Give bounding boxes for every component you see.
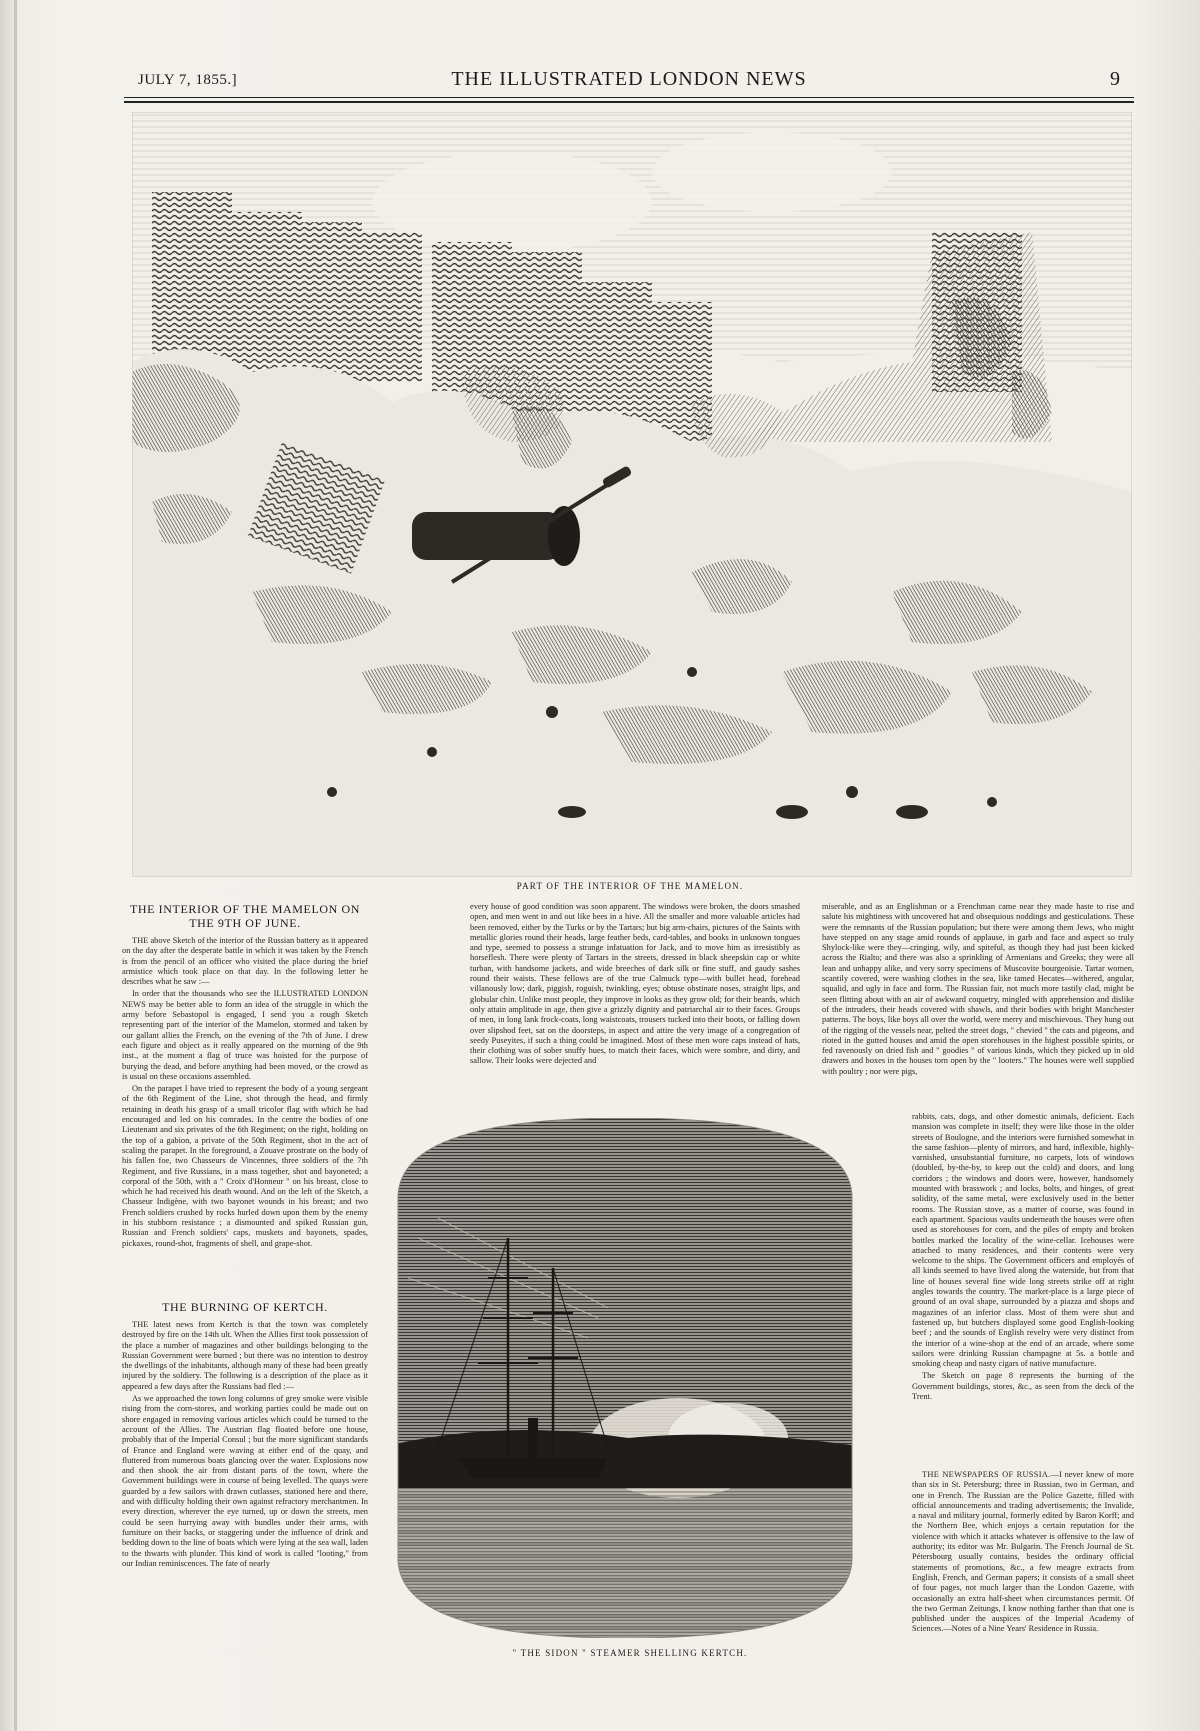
article-paragraph: On the parapet I have tried to represent the body of a young sergeant of the 6th Regiment of the Line, shot through the head, and firmly retaining in death his grasp of a small tricolor flag with which he had encouraged and led on his comrades. In the centre the bodies of one Lieutenant and six privates of the 6th Regiment; on the right, holding on the top of a gabion, a private of the 50th Regiment, shot in the act of scaling the parapet. In the foreground, a Zouave prostrate on the body of his fallen foe, two Chasseurs de Vincennes, three soldiers of the 7th Regiment, and five Russians, in a mass together, shot and bayoneted; a corporal of the 50th, with a " Croix d'Honneur " on his breast, close to which he had received his death wound. And on the left of the Sketch, a Chasseur Indigène, with two bayonet wounds in his breast; and two French soldiers crushed by rocks hurled down upon them by the enemy in his stubborn resistance ; a dismounted and spiked Russian gun, Russian and French soldiers' caps, muskets and bayonets, spades, pickaxes, round-shot, fragments of shell, and grape-shot. [122, 1084, 368, 1248]
newspaper-title: THE ILLUSTRATED LONDON NEWS [451, 68, 807, 90]
sidon-steamer-engraving [378, 1118, 872, 1638]
masthead [124, 66, 1134, 100]
mamelon-engraving-drawing [132, 112, 1132, 877]
article-paragraph: In order that the thousands who see the ILLUSTRATED LONDON NEWS may be better able to form an idea of the struggle in which the army before Sebastopol is engaged, I send you a rough Sketch representing part of the interior of the Mamelon, stormed and taken by our gallant allies the French, on the evening of the 7th of June. I drew each figure and object as it really appeared on the morning of the 9th inst., at the moment a flag of truce was hoisted for the purpose of burying the dead, and before anything had been moved, or the crowd as is usual on these occasions assembled. [122, 989, 368, 1081]
article-paragraph: The Sketch on page 8 represents the burning of the Government buildings, stores, &c., as seen from the deck of the Trent. [912, 1371, 1134, 1402]
article-paragraph: rabbits, cats, dogs, and other domestic animals, deficient. Each mansion was complete in itself; they were like those in the older streets of Boulogne, and the interiors were furnished somewhat in the same fashion—plenty of mirrors, and hard, inflexible, highly-varnished, unsubstantial furniture, no carpets, lots of windows (doubled, by-the-by, to keep out the cold) and doors, and long corridors ; the windows and doors were, however, handsomely mounted with brasswork ; and locks, bolts, and hinges, of great solidity, of the same metal, were exclusively used in the better rooms. The Russian stove, as a matter of course, was found in each apartment. Spacious vaults underneath the houses were often used as storehouses for corn, and the piles of empty and broken bottles marked the locality of the wine-cellar. Icehouses were attached to many residences, and their contents were very welcome to the ships. The Government officers and employés of all kinds seemed to have lived along the waterside, but from that line of houses several fine wide long streets strike off at right angles towards the country. The market-place is a large piece of ground of an oval shape, surrounded by a piazza and shops and magazines of an inferior class. Most of them were shut and fastened up, but butchers displayed some good English-looking beef ; and the sounds of English revelry were very distinct from the interior of a wine-shop at the end of an arcade, where some sailors were drinking Russian champagne at 5s. a bottle and smoking cheap and nasty cigars of native manufacture. [912, 1112, 1134, 1369]
masthead-rule [124, 97, 1134, 98]
column-3-newspapers [912, 1470, 1134, 1720]
page-spine [14, 0, 17, 1731]
page-number: 9 [1110, 68, 1120, 90]
article-paragraph: THE latest news from Kertch is that the town was completely destroyed by fire on the 14th ult. When the Allies first took possession of the place a number of magazines and other buildings belonging to the Russian Government were burned ; but there was no intention to destroy the dwellings of the inhabitants, although many of these had been greatly injured by the soldiery. The following is a description of the place as it appeared a few days after the Russians had fled :— [122, 1320, 368, 1391]
article-paragraph: every house of good condition was soon apparent. The windows were broken, the doors smashed open, and men went in and out like bees in a hive. All the smaller and more valuable articles had been removed, either by the Turks or by the Tartars; but big arm-chairs, pictures of the Saints with metallic glories round their heads, large feather beds, card-tables, and books in unknown tongues and type, seemed to possess a strange infatuation for Jack, and to move him as irresistibly as horseflesh. There were plenty of Tartars in the streets, dressed in black sheepskin cap or white turban, with handsome jackets, and wide breeches of dark silk or fine stuff, and gaudy sashes round their waists. These fellows are of the true Calmuck type—with bullet head, forehead villanously low; dark, piggish, roguish, twinkling, eyes; obtuse obstinate noses, straight lips, and globular chin. Unlike most people, they improve in looks as they grow old; for their beards, which only attain amplitude in age, then give a grizzly dignity and patriarchal air to their faces. Groups of men, in long lank frock-coats, long waistcoats, trousers tucked into their boots, or falling down over slipshod feet, sat on the doorsteps, in aspect and attire the very image of a congregation of seedy Puseyites, if such a thing could be imagined. Most of these men wore caps instead of hats, their clothing was of sober snuffy hues, to match their faces, which were sombre, and dirty, and sallow. Their looks were dejected and [470, 902, 800, 1066]
bottom-illustration-caption: " THE SIDON " STEAMER SHELLING KERTCH. [512, 1648, 748, 1658]
article-headline-mamelon: THE INTERIOR OF THE MAMELON ON THE 9TH OF JUNE. [129, 902, 361, 930]
column-2 [470, 902, 800, 1122]
sidon-steamer-drawing [378, 1118, 872, 1638]
masthead-rule-thick [124, 101, 1134, 103]
article-lead-newspapers: THE NEWSPAPERS OF RUSSIA. [922, 1470, 1051, 1479]
article-paragraph: As we approached the town long columns of grey smoke were visible rising from the corn-stores, and working parties could be made out on shore engaged in removing various articles which could be turned to the account of the Allies. The Austrian flag floated before one house, probably that of the Imperial Consul ; but the more significant standards of France and England were waving at either end of the quay, and fluttered from numerous boats glancing over the water. Explosions now and then shook the air from distant parts of the town, where the Government buildings were in course of being levelled. The quays were guarded by a few sailors with drawn cutlasses, stationed here and there, and with difficulty holding their own against refractory merchantmen. In every direction, wherever the eye turned, up or down the streets, men could be seen hurrying away with bundles under their arms, with furniture on their backs, or staggering under the influence of drink and bedding down to the line of boats which were lying at the sea wall, laden to the thwarts with plunder. This kind of work is called "looting," from our Indian reminiscences. The fate of nearly [122, 1394, 368, 1568]
column-3-wrap [912, 1112, 1134, 1432]
issue-date: JULY 7, 1855.] [138, 72, 238, 88]
article-headline-kertch: THE BURNING OF KERTCH. [162, 1300, 328, 1314]
article-body-newspapers: —I never knew of more than six in St. Petersburg; three in Russian, two in German, and one in French. The Russian are the Police Gazette, filled with official announcements and trading advertisements; the Invalide, a naval and military journal, formerly edited by Baron Korff; and the Northern Bee, which enjoys a certain reputation for the violence with which it attacks whatever is offensive to the law of authority; its editor was Mr. Bulgarin. The French Journal de St. Pétersbourg usually contains, besides the ordinary official statements of promotions, &c., a few meagre extracts from English, French, and German papers; it consists of a small sheet of four pages, not much larger than the London Gazette, with occasionally an extra half-sheet when circumstances permit. Of the two German Zeitungs, I know nothing farther than that one is published under the auspices of the Imperial Academy of Sciences.—Notes of a Nine Years' Residence in Russia. [912, 1470, 1134, 1634]
article-paragraph [912, 1470, 1134, 1635]
mamelon-engraving [132, 112, 1132, 877]
column-3 [822, 902, 1134, 1112]
column-1-lower [122, 1300, 368, 1700]
article-paragraph: miserable, and as an Englishman or a Frenchman came near they made haste to rise and salute his mightiness with uncovered hat and obsequious noddings and gesticulations. These were the remnants of the Russian population; but there were among them Jews, who might have stepped on any stage amid rounds of applause, in garb and face and aspect so truly Shylock-like were they—cringing, wily, and spiteful, as though they had just been kicked across the Rialto; and there was also a sprinkling of Armenians and Greeks; they were all lean and unhappy alike, and very sorry specimens of Muscovite bourgeoisie. Tartar women, scantily covered, were washing clothes in the sea, like tamed Hecates—withered, angular, squalid, and ugly in face and form. The Russian fair, not much more tastily clad, might be seen flitting about with an air of awkward coquetry, mingled with apprehension and dislike of the intruders, their heads covered with shawls, and their bodies with bright Manchester patterns. The boys, like boys all over the world, were merry and mischievous. They hung out of the rigging of the vessels near, pelted the street dogs, " chevied " the cats and pigeons, and rioted in the gutted houses and amid the open storehouses in the highest possible spirits, or fed ravenously on dried fish and " goodies " of various kinds, which they picked up in old drawers and boxes in the houses torn open by the " looters." The houses were well supplied with poultry ; nor were pigs, [822, 902, 1134, 1076]
top-illustration-caption: PART OF THE INTERIOR OF THE MAMELON. [516, 881, 744, 891]
article-paragraph: THE above Sketch of the interior of the Russian battery as it appeared on the day after the desperate battle in which it was taken by the French is from the pencil of an officer who visited the place during the brief armistice which took place on that day. In the following letter he describes what he saw :— [122, 936, 368, 987]
